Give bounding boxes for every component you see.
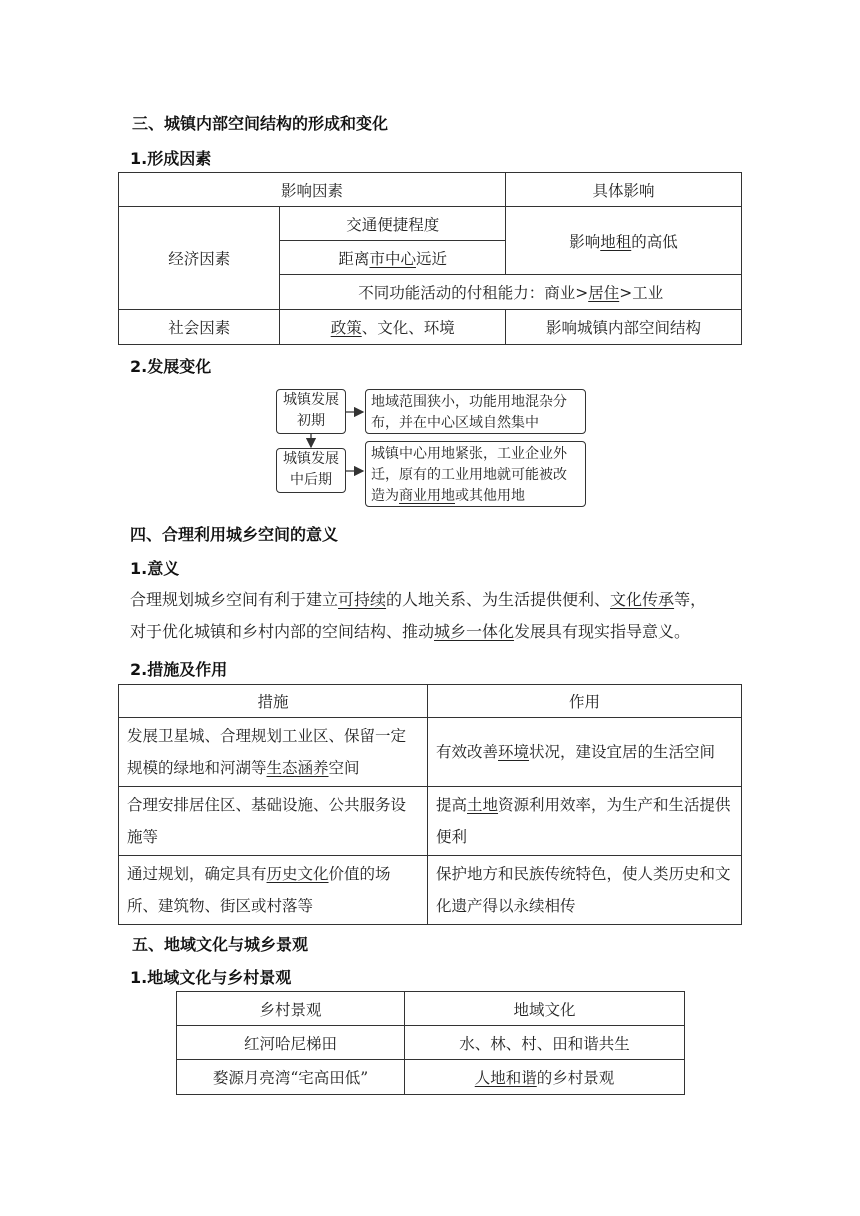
section-3-sub2: 2.发展变化 xyxy=(130,357,212,376)
section-4-sub2: 2.措施及作用 xyxy=(130,660,228,679)
section-5-title: 五、地域文化与城乡景观 xyxy=(132,935,309,954)
section-4-title: 四、合理利用城乡空间的意义 xyxy=(130,525,339,544)
table-cell: 合理安排居住区、基础设施、公共服务设施等 xyxy=(119,787,428,856)
table-cell: 不同功能活动的付租能力：商业>居住>工业 xyxy=(280,275,742,310)
table-header: 乡村景观 xyxy=(177,992,405,1026)
flow-early: 城镇发展 初期 xyxy=(276,389,346,434)
formation-factors-table xyxy=(118,172,742,345)
table-cell: 距离市中心远近 xyxy=(280,241,506,275)
table-cell: 红河哈尼梯田 xyxy=(177,1026,405,1060)
table-header: 措施 xyxy=(119,685,428,718)
table-cell: 影响城镇内部空间结构 xyxy=(506,310,742,345)
table-cell: 交通便捷程度 xyxy=(280,207,506,241)
table-header: 作用 xyxy=(428,685,742,718)
table-cell: 提高土地资源利用效率，为生产和生活提供便利 xyxy=(428,787,742,856)
section-3-sub1: 1.形成因素 xyxy=(130,149,212,168)
table-cell: 影响地租的高低 xyxy=(506,207,742,275)
flow-late-desc: 城镇中心用地紧张，工业企业外 迁，原有的工业用地就可能被改 造为商业用地或其他用地 xyxy=(365,441,586,507)
table-cell: 保护地方和民族传统特色，使人类历史和文化遗产得以永续相传 xyxy=(428,856,742,925)
table-cell: 水、林、村、田和谐共生 xyxy=(405,1026,685,1060)
table-cell: 婺源月亮湾“宅高田低” xyxy=(177,1060,405,1095)
meaning-paragraph: 合理规划城乡空间有利于建立可持续的人地关系、为生活提供便利、文化传承等， 对于优化城镇和乡村内部的空间结构、推动城乡一体化发展具有现实指导意义。 xyxy=(130,590,707,641)
measures-table xyxy=(118,684,742,925)
flow-early-desc: 地域范围狭小，功能用地混杂分 布，并在中心区域自然集中 xyxy=(365,389,586,434)
section-5-sub1: 1.地域文化与乡村景观 xyxy=(130,968,292,987)
table-cell: 经济因素 xyxy=(119,207,280,310)
table-cell: 人地和谐的乡村景观 xyxy=(405,1060,685,1095)
section-3-title: 三、城镇内部空间结构的形成和变化 xyxy=(132,114,389,133)
table-cell: 通过规划，确定具有历史文化价值的场所、建筑物、街区或村落等 xyxy=(119,856,428,925)
table-cell: 有效改善环境状况，建设宜居的生活空间 xyxy=(428,718,742,787)
table-cell: 发展卫星城、合理规划工业区、保留一定规模的绿地和河湖等生态涵养空间 xyxy=(119,718,428,787)
rural-landscape-table xyxy=(176,991,685,1095)
table-header: 影响因素 xyxy=(119,173,506,207)
table-cell: 社会因素 xyxy=(119,310,280,345)
table-header: 地域文化 xyxy=(405,992,685,1026)
table-header: 具体影响 xyxy=(506,173,742,207)
table-cell: 政策、文化、环境 xyxy=(280,310,506,345)
section-4-sub1: 1.意义 xyxy=(130,559,180,578)
flow-late: 城镇发展 中后期 xyxy=(276,448,346,493)
